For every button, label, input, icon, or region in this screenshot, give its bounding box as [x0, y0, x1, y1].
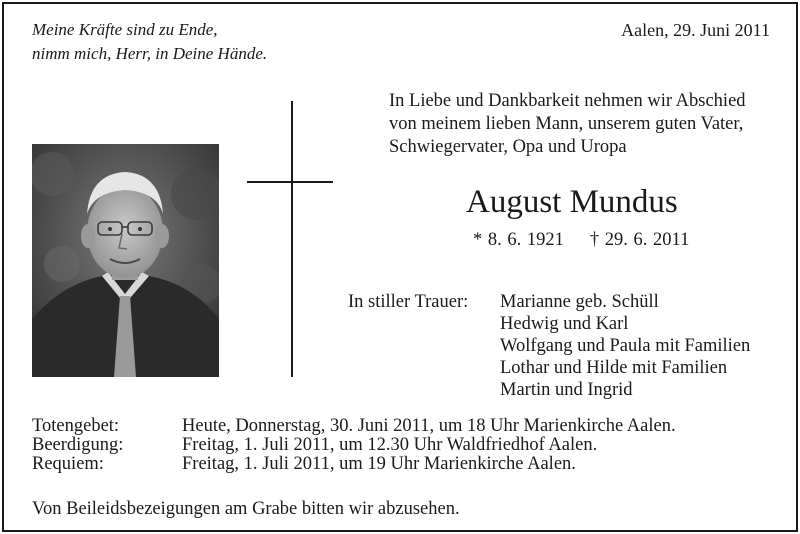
event-row: [32, 436, 676, 455]
event-text: Heute, Donnerstag, 30. Juni 2011, um 18 Uhr Marienkirche Aalen.: [182, 416, 676, 436]
event-text: Freitag, 1. Juli 2011, um 19 Uhr Marienkirche Aalen.: [182, 454, 576, 474]
event-row: [32, 417, 676, 436]
closing-note: Von Beileidsbezeigungen am Grabe bitten wir abzusehen.: [32, 499, 460, 519]
mourners-label: In stiller Trauer:: [348, 292, 469, 312]
service-schedule: [32, 417, 676, 474]
intro-line-3: Schwiegervater, Opa und Uropa: [389, 137, 627, 157]
deceased-name: August Mundus: [466, 184, 678, 220]
mourner-name: Lothar und Hilde mit Familien: [500, 358, 728, 378]
obituary-notice: [2, 2, 798, 532]
life-dates: [473, 228, 689, 252]
intro-text: [389, 90, 746, 159]
motto-verse: [32, 18, 267, 66]
event-label: Requiem:: [32, 454, 104, 474]
event-text: Freitag, 1. Juli 2011, um 12.30 Uhr Waldfriedhof Aalen.: [182, 435, 598, 455]
portrait-photo: [32, 144, 219, 377]
mourners-list: [500, 291, 750, 401]
intro-line-2: von meinem lieben Mann, unserem guten Vater,: [389, 114, 744, 134]
intro-line-1: In Liebe und Dankbarkeit nehmen wir Abschied: [389, 91, 746, 111]
cross-vertical-bar: [291, 101, 293, 377]
mourner-name: Martin und Ingrid: [500, 380, 633, 400]
event-label: Totengebet:: [32, 416, 120, 436]
place-date: Aalen, 29. Juni 2011: [621, 20, 770, 40]
death-date: † 29. 6. 2011: [589, 230, 690, 250]
mourner-name: Hedwig und Karl: [500, 314, 629, 334]
event-row: [32, 455, 676, 474]
cross-horizontal-bar: [247, 181, 333, 183]
event-label: Beerdigung:: [32, 435, 124, 455]
portrait-photo-image: [32, 144, 219, 377]
mourner-name: Wolfgang und Paula mit Familien: [500, 336, 751, 356]
motto-line-2: nimm mich, Herr, in Deine Hände.: [32, 44, 268, 63]
mourner-name: Marianne geb. Schüll: [500, 292, 659, 312]
birth-date: * 8. 6. 1921: [473, 230, 564, 250]
motto-line-1: Meine Kräfte sind zu Ende,: [32, 20, 218, 39]
